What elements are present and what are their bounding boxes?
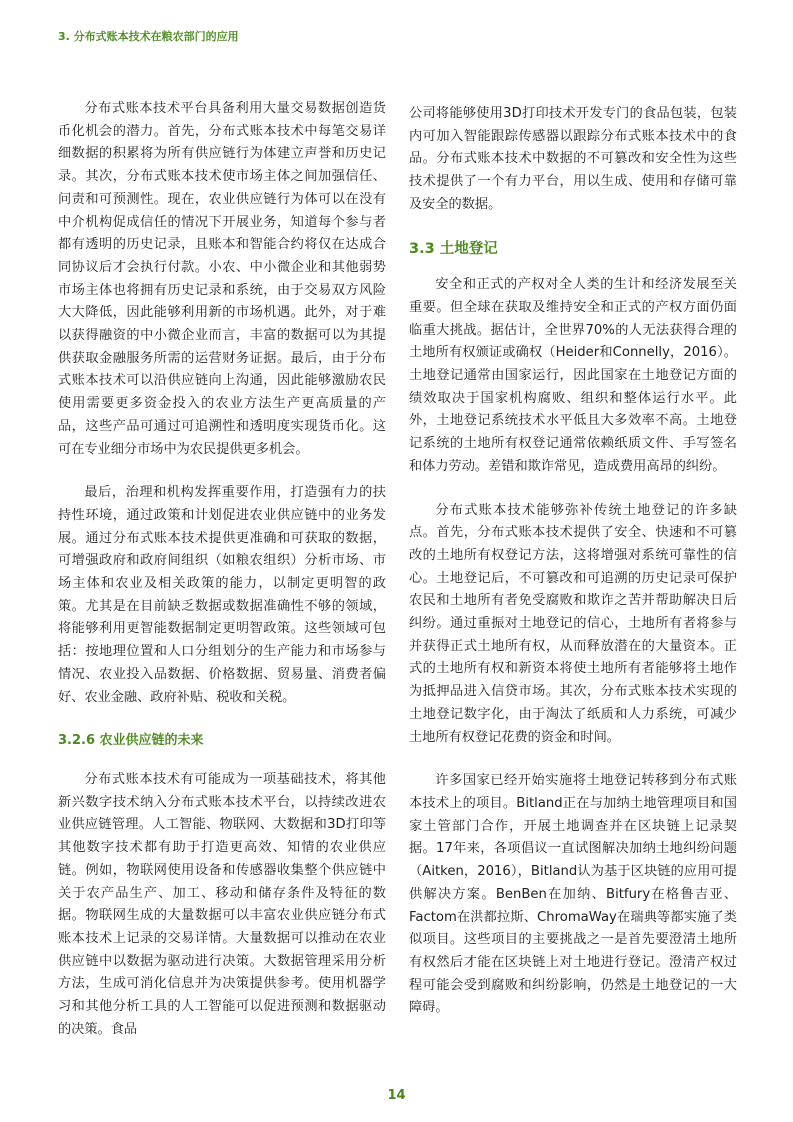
page-number: 14: [387, 1088, 406, 1103]
left-column: [58, 98, 386, 1062]
subsection-heading: 3.2.6 农业供应链的未来: [58, 733, 204, 749]
body-paragraph: 安全和正式的产权对全人类的生计和经济发展至关重要。但全球在获取及维持安全和正式的产权方面仍面临重大挑战。据估计，全世界70%的人无法获得合理的土地所有权颁证或确权（Heider和Connelly，2016）。土地登记通常由国家运行，因此国家在土地登记方面的绩效取决于国家机构腐败、组织和整体运行水平。此外，土地登记系统技术水平低且大多效率不高。土地登记系统的土地所有权登记通常依赖纸质文件、手写签名和体力劳动。差错和欺诈常见，造成费用高昂的纠纷。: [409, 277, 737, 474]
body-paragraph: 分布式账本技术能够弥补传统土地登记的许多缺点。首先，分布式账本技术提供了安全、快速和不可篡改的土地所有权登记方法，这将增强对系统可靠性的信心。土地登记后，不可篡改和可追溯的历史记录可保护农民和土地所有者免受腐败和欺诈之苦并帮助解决日后纠纷。通过重振对土地登记的信心，土地所有者将参与并获得正式土地所有权，从而释放潜在的大量资本。正式的土地所有权和新资本将使土地所有者能够将土地作为抵押品进入信贷市场。其次，分布式账本技术实现的土地登记数字化，由于淘汰了纸质和人力系统，可减少土地所有权登记花费的资金和时间。: [409, 502, 737, 745]
continued-paragraph: 公司将能够使用3D打印技术开发专门的食品包装，包装内可加入智能跟踪传感器以跟踪分布式账本技术中的食品。分布式账本技术中数据的不可篡改和安全性为这些技术提供了一个有力平台，用以生成、使用和存储可靠及安全的数据。: [409, 106, 737, 212]
body-paragraph: 分布式账本技术平台具备利用大量交易数据创造货币化机会的潜力。首先，分布式账本技术中每笔交易详细数据的积累将为所有供应链行为体建立声誉和历史记录。其次，分布式账本技术使市场主体之间加强信任、问责和可预测性。现在，农业供应链行为体可以在没有中介机构促成信任的情况下开展业务，知道每个参与者都有透明的历史记录，且账本和智能合约将仅在达成合同协议后才会执行付款。小农、中小微企业和其他弱势市场主体也将拥有历史记录和系统，由于交易双方风险大大降低，因此能够利用新的市场机遇。此外，对于难以获得融资的中小微企业而言，丰富的数据可以为其提供获取金融服务所需的运营财务证据。最后，由于分布式账本技术可以沿供应链向上沟通，因此能够激励农民使用需要更多资金投入的农业方法生产更高质量的产品，这些产品可通过可追溯性和透明度实现货币化。这可在专业细分市场中为农民提供更多机会。: [58, 101, 386, 457]
body-paragraph: 最后，治理和机构发挥重要作用，打造强有力的扶持性环境，通过政策和计划促进农业供应链中的业务发展。通过分布式账本技术提供更准确和可获取的数据，可增强政府和政府间组织（如粮农组织）分析市场、市场主体和农业及相关政策的能力，以制定更明智的政策。尤其是在目前缺乏数据或数据准确性不够的领域，将能够利用更智能数据制定更明智政策。这些领域可包括：按地理位置和人口分组划分的生产能力和市场参与情况、农业投入品数据、价格数据、贸易量、消费者偏好、农业金融、政府补贴、税收和关税。: [58, 485, 386, 705]
running-header: 3. 分布式账本技术在粮农部门的应用: [58, 30, 239, 43]
section-heading: 3.3 土地登记: [409, 240, 498, 257]
right-column: [409, 103, 737, 1041]
body-paragraph: 分布式账本技术有可能成为一项基础技术，将其他新兴数字技术纳入分布式账本技术平台，以持续改进农业供应链管理。人工智能、物联网、大数据和3D打印等其他数字技术都有助于打造更高效、知情的农业供应链。例如，物联网使用设备和传感器收集整个供应链中关于农产品生产、加工、移动和储存条件及特征的数据。物联网生成的大量数据可以丰富农业供应链分布式账本技术上记录的交易详情。大量数据可以推动在农业供应链中以数据为驱动进行决策。大数据管理采用分析方法，生成可消化信息并为决策提供参考。使用机器学习和其他分析工具的人工智能可以促进预测和数据驱动的决策。食品: [58, 771, 386, 1037]
body-paragraph: 许多国家已经开始实施将土地登记转移到分布式账本技术上的项目。Bitland正在与加纳土地管理项目和国家土管部门合作，开展土地调查并在区块链上记录契据。17年来，各项倡议一直试图解决加纳土地纠纷问题（Aitken，2016），Bitland认为基于区块链的应用可提供解决方案。BenBen在加纳、Bitfury在格鲁吉亚、Factom在洪都拉斯、ChromaWay在瑞典等都实施了类似项目。这些项目的主要挑战之一是首先要澄清土地所有权然后才能在区块链上对土地进行登记。澄清产权过程可能会受到腐败和纠纷影响，仍然是土地登记的一大障碍。: [409, 773, 737, 1016]
